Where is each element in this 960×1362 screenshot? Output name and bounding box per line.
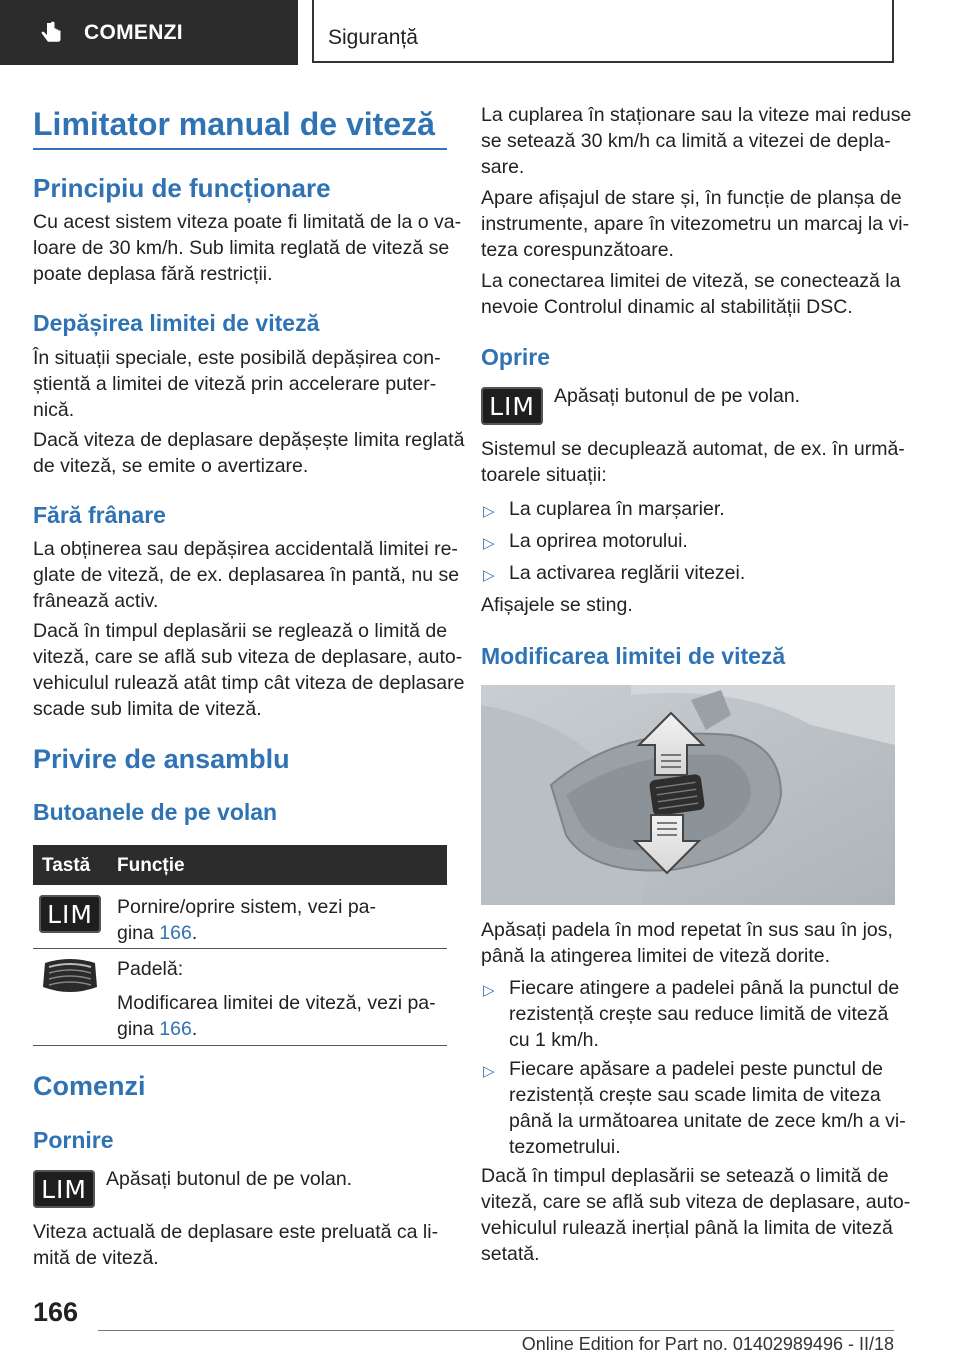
heading-oprire: Oprire [481,344,551,370]
bullet-arrow-icon: ▷ [483,1063,495,1080]
text-line: viteză, care se află sub viteza de deplasare, auto- [481,1191,911,1213]
footer-rule [98,1330,894,1331]
text-line: Fiecare apăsare a padelei peste punctul de [509,1058,884,1080]
paragraph-afisaje: Afișajele se sting. [481,594,633,616]
bullet-arrow-icon: ▷ [483,982,495,999]
text-line: vehiculul rulează atât timp cât viteza de deplasare [33,672,465,694]
text-line: cu 1 km/h. [509,1029,599,1051]
text-line: Dacă în timpul deplasării se setează o limită de [481,1165,889,1187]
heading-privire: Privire de ansamblu [33,744,290,774]
text-fragment: . [191,922,198,944]
column-functie: Funcție [117,855,185,876]
header-tab-comenzi[interactable] [0,0,298,65]
paragraph-pornire [33,1219,438,1271]
list-item: La activarea reglării vitezei. [509,562,746,584]
text-line: frânează activ. [33,590,159,612]
bullet-arrow-icon: ▷ [483,535,495,552]
heading-butoane: Butoanele de pe volan [33,799,278,825]
text-line: În situații speciale, este posibilă depășirea con- [33,347,441,369]
text-line: Dacă în timpul deplasării se reglează o limită de [33,620,448,642]
text-line: se setează 30 km/h ca limită a vitezei de depla- [481,130,891,152]
text-line: La conectarea limitei de viteză, se conectează la [481,270,901,292]
text-line: Fiecare atingere a padelei până la punctul de [509,977,900,999]
paragraph-dsc [481,268,901,320]
text-line: poate deplasa fără restricții. [33,263,273,285]
text-fragment: gina [117,922,160,944]
text-line: până la următoarea unitate de zece km/h a vi- [509,1110,906,1132]
text-line: instrumente, apare în vitezometru un marcaj la vi- [481,213,910,235]
text-line: loare de 30 km/h. Sub limita reglată de viteză se [33,237,450,259]
table-header [33,845,447,885]
paragraph-principiu [33,209,461,287]
table-divider [33,948,447,949]
paragraph-final [481,1163,910,1267]
heading-depasire: Depășirea limitei de viteză [33,310,320,336]
heading-pornire: Pornire [33,1127,114,1153]
text-line: teza corespunzătoare. [481,239,674,261]
text-line: știentă a limitei de viteză prin accelerare puter- [33,373,437,395]
table-row-2-text [117,956,436,1042]
text-line: Apare afișajul de stare și, în funcție de planșa de [481,187,902,209]
section-header [312,0,894,63]
text-line: Dacă viteza de deplasare depășește limita reglată [33,429,465,451]
lim-button-icon: LIM [39,895,101,933]
text-fragment: . [191,1018,198,1040]
bullet-arrow-icon: ▷ [483,567,495,584]
text-line: scade sub limita de viteză. [33,698,262,720]
heading-principiu: Principiu de funcționare [33,173,331,203]
paragraph-depasire-1 [33,345,441,423]
list-item: La cuplarea în marșarier. [509,498,725,520]
paragraph-franare-2 [33,618,464,722]
text-line: Cu acest sistem viteza poate fi limitată de la o va- [33,211,462,233]
text-line: toarele situații: [481,464,607,486]
text-line: rezistență crește sau scade limita de viteza [509,1084,881,1106]
paragraph-depasire-2 [33,427,464,479]
paragraph-pornire-button: Apăsați butonul de pe volan. [106,1168,353,1190]
text-line: rezistență crește sau reduce limită de viteză [509,1003,889,1025]
heading-comenzi: Comenzi [33,1071,146,1101]
page-link[interactable]: 166 [159,922,192,944]
section-title: Siguranță [328,26,418,49]
text-line: sare. [481,156,525,178]
text-line: vehiculul rulează inerțial până la limita de viteză [481,1217,893,1239]
page-title: Limitator manual de viteză [33,106,435,142]
column-tasta: Tastă [42,855,91,876]
heading-modificare: Modificarea limitei de viteză [481,643,786,669]
text-line: de viteză, se emite o avertizare. [33,455,309,477]
lim-button-icon: LIM [33,1170,95,1208]
text-fragment: gina [117,1018,160,1040]
footer-edition: Online Edition for Part no. 01402989496 - II/18 [521,1334,894,1354]
page-link[interactable]: 166 [159,1018,192,1040]
text-line: Pornire/oprire sistem, vezi pa- [117,896,377,918]
text-line: până la atingerea limitei de viteză dorite. [481,945,831,967]
paragraph-oprire [481,436,905,488]
list-item: La oprirea motorului. [509,530,688,552]
text-line: La cuplarea în staționare sau la viteze mai reduse [481,104,912,126]
text-line: setată. [481,1243,540,1265]
header-tab-label: COMENZI [84,20,183,44]
heading-franare: Fără frânare [33,502,166,528]
list-item [509,1056,906,1160]
text-line: Apăsați padela în mod repetat în sus sau în jos, [481,919,893,941]
paragraph-franare-1 [33,536,459,614]
text-line: Padelă: [117,958,184,980]
text-line: Sistemul se decuplează automat, de ex. în urmă- [481,438,905,460]
paragraph-padela [481,917,893,969]
bullet-arrow-icon: ▷ [483,503,495,520]
paragraph-oprire-button: Apăsați butonul de pe volan. [554,385,801,407]
hand-pointer-icon [38,20,64,46]
steering-wheel-paddle-image [481,685,895,905]
text-line: nică. [33,399,75,421]
paddle-icon [39,955,101,1002]
table-row-1-text [117,894,376,946]
text-line: mită de viteză. [33,1247,159,1269]
paragraph-cuplare [481,102,911,180]
text-line: nevoie Controlul dinamic al stabilității DSC. [481,296,853,318]
text-line: viteză, care se află sub viteza de deplasare, auto- [33,646,463,668]
paragraph-afisaj [481,185,909,263]
text-line: La obținerea sau depășirea accidentală limitei re- [33,538,458,560]
title-rule [33,148,447,150]
text-line: tezometrului. [509,1136,621,1158]
table-bottom-divider [33,1045,447,1046]
lim-button-icon: LIM [481,387,543,425]
page-number: 166 [33,1297,79,1327]
text-line: Viteza actuală de deplasare este preluată ca li- [33,1221,439,1243]
list-item [509,975,899,1053]
text-line: Modificarea limitei de viteză, vezi pa- [117,992,436,1014]
text-line: glate de viteză, de ex. deplasarea în pantă, nu se [33,564,460,586]
